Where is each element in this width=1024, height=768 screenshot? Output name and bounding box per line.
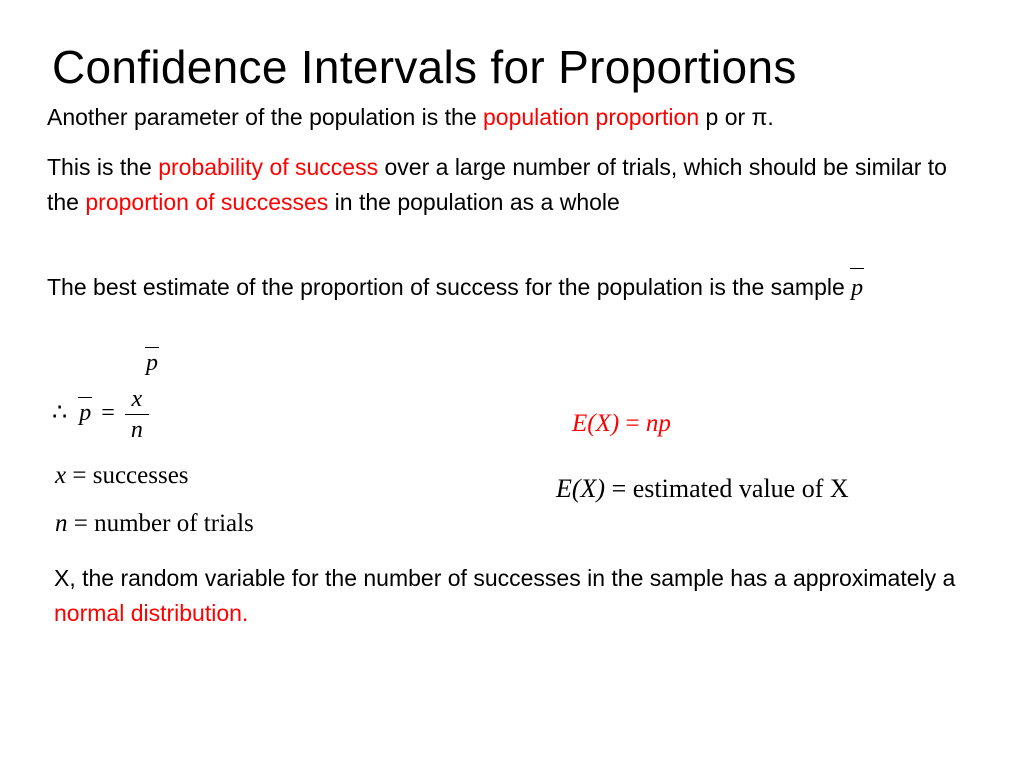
expected-value-rhs: np [645,410,671,437]
paragraph-population-proportion [47,100,1007,135]
paragraph-text: p or π. [699,104,774,130]
x-definition-text: successes [92,462,189,489]
x-variable: x [55,462,67,489]
equals-sign: = [625,410,640,437]
expected-value-definition [556,474,849,504]
expected-value-lhs: E(X) [572,410,620,437]
therefore-symbol: ∴ [52,400,68,427]
highlight-normal-distribution: normal distribution. [54,600,249,626]
paragraph-text: This is the [47,154,159,180]
slide-title: Confidence Intervals for Proportions [52,41,797,93]
paragraph-text: Another parameter of the population is the [47,104,484,130]
x-definition [55,462,189,490]
paragraph-text: X, the random variable for the number of successes in the sample has a approximately a [54,565,956,591]
highlight-proportion-of-successes: proportion of successes [85,189,329,215]
n-definition-text: number of trials [94,510,254,537]
highlight-population-proportion: population proportion [483,104,700,130]
equals-sign: = [73,510,88,537]
paragraph-text: over a large number of trials, which should be similar to the [47,154,947,215]
expected-value-def-lhs: E(X) [556,474,606,503]
numerator-x: x [131,386,143,412]
paragraph-probability-success [47,150,967,220]
expected-value-formula [572,410,671,438]
paragraph-normal-distribution [54,561,984,631]
n-variable: n [55,510,68,537]
equals-sign: = [72,462,87,489]
highlight-probability-of-success: probability of success [158,154,379,180]
paragraph-text: The best estimate of the proportion of success for the population is the sample [47,274,852,300]
fraction-x-over-n [125,384,149,445]
denominator-n: n [130,417,143,443]
paragraph-best-estimate [47,270,987,306]
sample-proportion-formula [52,384,149,445]
paragraph-text: in the population as a whole [328,189,620,215]
expected-value-def-rhs: estimated value of X [632,474,849,503]
equals-sign: = [101,400,115,427]
n-definition [55,510,254,538]
p-bar-standalone: p [146,350,158,376]
p-bar-variable: p [79,400,92,427]
equals-sign: = [611,474,627,503]
p-bar-symbol: p [851,275,863,301]
